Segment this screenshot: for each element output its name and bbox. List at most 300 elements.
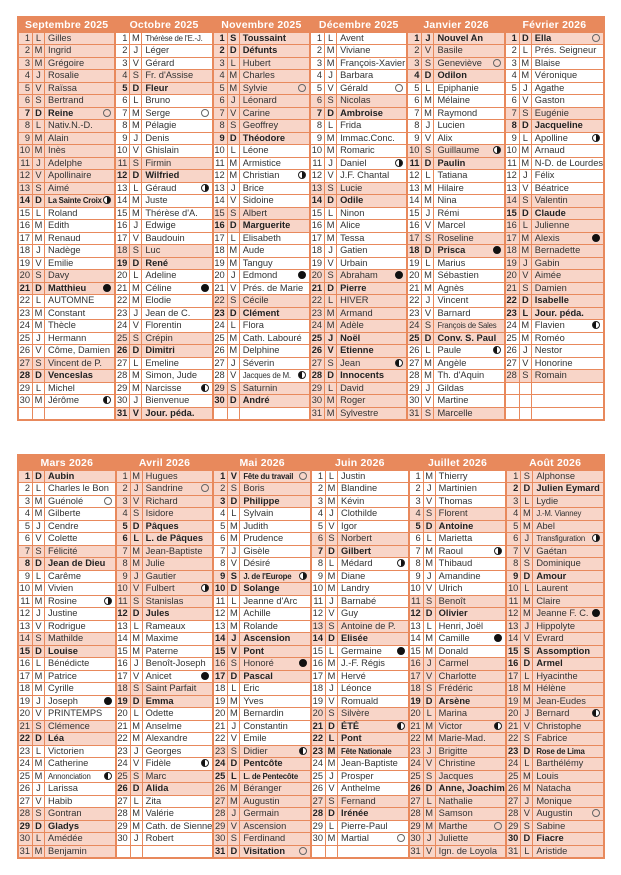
day-number: 6 <box>311 95 325 106</box>
saint-name: Marc <box>145 770 167 781</box>
saint-name: Défunts <box>242 45 278 56</box>
day-row <box>507 821 603 833</box>
saint-name-cell <box>142 358 211 369</box>
saint-name: Amandine <box>438 570 481 581</box>
day-number: 18 <box>311 245 325 256</box>
day-row <box>312 496 408 508</box>
weekday-letter: L <box>33 658 45 669</box>
weekday-letter: D <box>33 370 45 381</box>
saint-name: Henri, Joël <box>438 620 484 631</box>
saint-name: Céline <box>145 282 172 293</box>
weekday-letter: L <box>520 45 532 56</box>
saint-name: Pâques <box>145 520 179 531</box>
saint-name-cell <box>45 408 114 419</box>
day-number: 9 <box>19 133 33 144</box>
day-row <box>408 58 503 70</box>
day-number: 18 <box>507 683 521 694</box>
weekday-letter <box>33 408 45 419</box>
saint-name: Louis <box>536 770 559 781</box>
saint-name: Ascension <box>243 820 287 831</box>
saint-name: Etienne <box>340 345 374 356</box>
weekday-letter: D <box>424 783 436 794</box>
weekday-letter: S <box>520 370 532 381</box>
saint-name: Nestor <box>534 345 563 356</box>
day-number: 20 <box>116 270 130 281</box>
full-moon-icon <box>592 234 600 242</box>
saint-name-cell <box>45 821 115 832</box>
saint-name-cell <box>142 270 211 281</box>
day-number: 3 <box>311 58 325 69</box>
saint-name-cell <box>436 808 506 819</box>
weekday-letter: M <box>521 508 533 519</box>
saint-name-cell <box>45 245 114 256</box>
day-number: 6 <box>116 95 130 106</box>
calendar-block-mar-aug <box>17 454 605 859</box>
saint-name-cell <box>434 283 503 294</box>
day-number: 17 <box>410 671 424 682</box>
saint-name-cell <box>45 345 114 356</box>
saint-name: Thérèse de l'E.-J. <box>145 34 203 43</box>
day-row <box>311 33 406 45</box>
saint-name: Justin <box>341 471 366 481</box>
weekday-letter: S <box>33 95 45 106</box>
saint-name-cell <box>434 308 503 319</box>
weekday-letter: L <box>325 208 337 219</box>
day-row <box>410 546 506 558</box>
saint-name: Honoré <box>243 658 274 669</box>
day-number: 17 <box>214 233 228 244</box>
day-row <box>19 708 115 720</box>
saint-name: L. de Pâques <box>145 533 204 544</box>
weekday-letter: J <box>521 796 533 807</box>
weekday-letter: V <box>422 133 434 144</box>
day-list <box>117 471 213 857</box>
saint-name: Léger <box>145 45 170 56</box>
weekday-letter: D <box>228 45 240 56</box>
saint-name-cell <box>337 70 406 81</box>
day-number: 29 <box>19 821 33 832</box>
day-row <box>312 758 408 770</box>
saint-name: Clothilde <box>341 508 378 519</box>
weekday-letter: V <box>33 170 45 181</box>
saint-name: Jean-Baptiste <box>341 758 398 769</box>
saint-name: Monique <box>536 795 572 806</box>
weekday-letter: M <box>326 833 338 844</box>
saint-name-cell <box>143 833 213 844</box>
new-moon-icon <box>299 847 307 855</box>
saint-name: Théodore <box>242 132 286 143</box>
saint-name: Angèle <box>437 357 467 368</box>
day-row <box>19 746 115 758</box>
weekday-letter: V <box>130 408 142 419</box>
day-number: 3 <box>116 58 130 69</box>
day-row <box>408 70 503 82</box>
saint-name: Gildas <box>437 382 464 393</box>
weekday-letter: V <box>326 608 338 619</box>
day-row <box>408 295 503 307</box>
saint-name: Stanislas <box>145 595 184 606</box>
weekday-letter: L <box>521 583 533 594</box>
saint-name-cell <box>240 658 310 669</box>
day-number: 13 <box>311 183 325 194</box>
day-row <box>116 270 211 282</box>
saint-name-cell <box>338 596 408 607</box>
saint-name-cell <box>337 108 406 119</box>
day-row <box>19 671 115 683</box>
saint-name: Félicité <box>48 545 78 556</box>
saint-name: Delphine <box>242 345 280 356</box>
saint-name: Justine <box>48 608 78 619</box>
saint-name: Olivier <box>438 608 468 619</box>
full-moon-icon <box>298 271 306 279</box>
saint-name: Inès <box>48 145 66 156</box>
day-number: 18 <box>214 683 228 694</box>
saint-name-cell <box>143 546 213 557</box>
saint-name-cell <box>142 33 211 44</box>
saint-name-cell <box>45 170 114 181</box>
saint-name: Jean de Dieu <box>48 558 106 569</box>
last-quarter-moon-icon <box>395 359 403 367</box>
day-number: 4 <box>507 508 521 519</box>
day-number: 27 <box>116 358 130 369</box>
day-number: 27 <box>214 796 228 807</box>
saint-name-cell <box>45 158 114 169</box>
day-row <box>19 646 115 658</box>
saint-name-cell <box>533 658 603 669</box>
day-number: 11 <box>214 158 228 169</box>
weekday-letter: M <box>228 708 240 719</box>
day-number: 26 <box>116 345 130 356</box>
saint-name-cell <box>338 646 408 657</box>
weekday-letter: V <box>326 783 338 794</box>
day-number: 28 <box>214 808 228 819</box>
day-number: 9 <box>116 133 130 144</box>
day-row <box>214 283 309 295</box>
day-row <box>19 833 115 845</box>
day-row <box>408 195 503 207</box>
saint-name: Nicolas <box>340 95 371 106</box>
saint-name: Alain <box>48 132 69 143</box>
saint-name: Wilfried <box>145 170 180 181</box>
weekday-letter: M <box>521 608 533 619</box>
day-number: 28 <box>506 370 520 381</box>
day-number: 17 <box>311 233 325 244</box>
day-number: 30 <box>408 395 422 406</box>
saint-name: Marcelle <box>437 407 473 418</box>
weekday-letter: D <box>33 821 45 832</box>
saint-name-cell <box>240 270 309 281</box>
day-number: 9 <box>214 571 228 582</box>
day-row <box>214 83 309 95</box>
saint-name-cell <box>532 120 603 131</box>
saint-name-cell <box>533 583 603 594</box>
weekday-letter: L <box>130 183 142 194</box>
saint-name: Fête Nationale <box>341 746 392 756</box>
weekday-letter: D <box>130 258 142 269</box>
saint-name: Dominique <box>536 558 581 569</box>
weekday-letter: M <box>131 808 143 819</box>
weekday-letter: M <box>325 58 337 69</box>
day-number: 6 <box>117 533 131 544</box>
saint-name: HIVER <box>340 295 369 306</box>
day-number: 21 <box>214 283 228 294</box>
saint-name: Ella <box>534 33 552 43</box>
day-row <box>117 471 213 483</box>
day-number: 1 <box>19 33 33 44</box>
day-row <box>214 796 310 808</box>
saint-name: Sylvain <box>243 508 274 519</box>
day-row <box>311 158 406 170</box>
weekday-letter: M <box>521 683 533 694</box>
saint-name-cell <box>240 108 309 119</box>
weekday-letter: M <box>130 295 142 306</box>
saint-name: Hippolyte <box>536 620 576 631</box>
saint-name-cell <box>143 533 213 544</box>
day-number: 11 <box>117 596 131 607</box>
day-number: 18 <box>19 245 33 256</box>
saint-name: Cécile <box>242 295 269 306</box>
weekday-letter: V <box>325 170 337 181</box>
saint-name-cell <box>240 833 310 844</box>
saint-name: Geoffrey <box>242 120 279 131</box>
last-quarter-moon-icon <box>592 709 600 717</box>
day-number: 3 <box>408 58 422 69</box>
saint-name: Barnabé <box>341 595 377 606</box>
weekday-letter: D <box>326 546 338 557</box>
weekday-letter: L <box>424 533 436 544</box>
day-number: 19 <box>214 258 228 269</box>
day-row <box>506 370 603 382</box>
month-column <box>311 18 408 419</box>
day-number: 19 <box>410 696 424 707</box>
weekday-letter: J <box>228 358 240 369</box>
saint-name-cell <box>45 658 115 669</box>
day-row <box>311 195 406 207</box>
weekday-letter: L <box>424 708 436 719</box>
weekday-letter: M <box>325 233 337 244</box>
saint-name-cell <box>434 370 503 381</box>
weekday-letter: M <box>228 345 240 356</box>
day-row <box>19 45 114 57</box>
saint-name-cell <box>240 233 309 244</box>
last-quarter-moon-icon <box>103 396 111 404</box>
saint-name: Adeline <box>145 270 177 281</box>
saint-name-cell <box>240 333 309 344</box>
saint-name: Rosine <box>48 595 77 606</box>
saint-name-cell <box>240 95 309 106</box>
weekday-letter: L <box>520 133 532 144</box>
day-row <box>312 633 408 645</box>
day-number: 23 <box>19 746 33 757</box>
day-row <box>311 270 406 282</box>
saint-name-cell <box>533 733 603 744</box>
day-row <box>408 358 503 370</box>
day-number: 26 <box>117 783 131 794</box>
weekday-letter: V <box>326 696 338 707</box>
saint-name: Anicet <box>145 670 172 681</box>
weekday-letter: S <box>228 746 240 757</box>
day-row <box>506 45 603 57</box>
day-row <box>19 395 114 407</box>
saint-name: Rolande <box>243 620 278 631</box>
weekday-letter: D <box>326 808 338 819</box>
saint-name-cell <box>143 721 213 732</box>
saint-name-cell <box>436 508 506 519</box>
saint-name: Amour <box>536 570 567 581</box>
day-number: 13 <box>214 621 228 632</box>
saint-name-cell <box>142 120 211 131</box>
saint-name: Thérèse d'A. <box>145 207 198 218</box>
day-number: 27 <box>408 358 422 369</box>
saint-name-cell <box>533 808 603 819</box>
weekday-letter: M <box>33 508 45 519</box>
day-number: 14 <box>312 633 326 644</box>
weekday-letter <box>228 408 240 419</box>
weekday-letter: J <box>228 183 240 194</box>
saint-name-cell <box>143 521 213 532</box>
weekday-letter: J <box>228 721 240 732</box>
month-column <box>506 18 603 419</box>
weekday-letter: L <box>228 596 240 607</box>
saint-name: Léonard <box>242 95 277 106</box>
weekday-letter: M <box>521 771 533 782</box>
weekday-letter: J <box>325 333 337 344</box>
day-number: 22 <box>19 295 33 306</box>
day-number: 6 <box>19 533 33 544</box>
day-row <box>408 283 503 295</box>
saint-name: Transfiguration <box>536 534 586 544</box>
day-number: 31 <box>116 408 130 419</box>
day-row <box>507 546 603 558</box>
saint-name-cell <box>533 846 603 857</box>
day-row <box>410 571 506 583</box>
day-number: 9 <box>311 133 325 144</box>
saint-name-cell <box>142 370 211 381</box>
saint-name-cell <box>143 683 213 694</box>
saint-name-cell <box>143 783 213 794</box>
weekday-letter: V <box>228 733 240 744</box>
saint-name: Thomas <box>438 495 473 506</box>
day-number: 19 <box>19 258 33 269</box>
saint-name-cell <box>533 771 603 782</box>
weekday-letter: M <box>33 683 45 694</box>
day-number: 30 <box>311 395 325 406</box>
weekday-letter: V <box>325 83 337 94</box>
saint-name-cell <box>533 783 603 794</box>
weekday-letter: S <box>130 70 142 81</box>
day-row <box>19 183 114 195</box>
saint-name: Elodie <box>145 295 172 306</box>
saint-name-cell <box>240 583 310 594</box>
weekday-letter <box>131 846 143 857</box>
weekday-letter: M <box>424 646 436 657</box>
day-number: 9 <box>506 133 520 144</box>
day-row <box>410 596 506 608</box>
day-row <box>408 333 503 345</box>
day-number: 29 <box>408 383 422 394</box>
saint-name: Jour. péda. <box>145 407 195 418</box>
saint-name-cell <box>532 158 603 169</box>
weekday-letter: M <box>33 395 45 406</box>
full-moon-icon <box>201 284 209 292</box>
weekday-letter: L <box>422 345 434 356</box>
saint-name-cell <box>143 596 213 607</box>
day-row <box>410 846 506 857</box>
saint-name-cell <box>45 395 114 406</box>
day-number: 23 <box>117 746 131 757</box>
day-row <box>312 796 408 808</box>
weekday-letter: M <box>520 320 532 331</box>
first-quarter-moon-icon <box>201 184 209 192</box>
saint-name-cell <box>434 245 503 256</box>
weekday-letter: V <box>325 345 337 356</box>
weekday-letter: S <box>131 683 143 694</box>
saint-name: Michel <box>48 382 75 393</box>
saint-name: Claude <box>534 207 566 218</box>
saint-name-cell <box>143 621 213 632</box>
saint-name-cell <box>143 508 213 519</box>
day-row <box>311 283 406 295</box>
saint-name-cell <box>434 195 503 206</box>
day-number: 16 <box>506 220 520 231</box>
day-number: 16 <box>311 220 325 231</box>
day-number: 16 <box>116 220 130 231</box>
day-row <box>214 170 309 182</box>
weekday-letter: L <box>422 170 434 181</box>
day-row <box>214 671 310 683</box>
day-row <box>410 808 506 820</box>
day-row <box>19 333 114 345</box>
saint-name: Jean <box>340 357 361 368</box>
weekday-letter: M <box>130 383 142 394</box>
month-title: Mai 2026 <box>214 456 310 471</box>
saint-name-cell <box>338 708 408 719</box>
weekday-letter: V <box>33 621 45 632</box>
day-number: 9 <box>410 571 424 582</box>
saint-name: Maxime <box>145 633 179 644</box>
weekday-letter: V <box>325 258 337 269</box>
saint-name: Pentcôte <box>243 758 283 769</box>
weekday-letter: D <box>520 120 532 131</box>
saint-name-cell <box>142 233 211 244</box>
day-row <box>507 796 603 808</box>
saint-name: Colette <box>48 533 78 544</box>
day-row <box>117 608 213 620</box>
day-number: 22 <box>116 295 130 306</box>
day-number: 25 <box>410 771 424 782</box>
saint-name-cell <box>142 383 211 394</box>
day-row <box>116 258 211 270</box>
saint-name-cell <box>45 833 115 844</box>
day-row <box>19 370 114 382</box>
saint-name: Abraham <box>340 270 378 281</box>
saint-name: Clémence <box>48 720 90 731</box>
day-row <box>117 708 213 720</box>
weekday-letter: M <box>424 808 436 819</box>
saint-name: Conv. S. Paul <box>437 332 497 343</box>
day-number: 4 <box>19 508 33 519</box>
day-number: 15 <box>408 208 422 219</box>
saint-name-cell <box>434 83 503 94</box>
saint-name-cell <box>142 295 211 306</box>
day-number: 16 <box>312 658 326 669</box>
day-number: 18 <box>116 245 130 256</box>
saint-name-cell <box>143 733 213 744</box>
saint-name: Odette <box>145 708 174 719</box>
weekday-letter: D <box>228 308 240 319</box>
weekday-letter: V <box>520 358 532 369</box>
saint-name-cell <box>240 220 309 231</box>
